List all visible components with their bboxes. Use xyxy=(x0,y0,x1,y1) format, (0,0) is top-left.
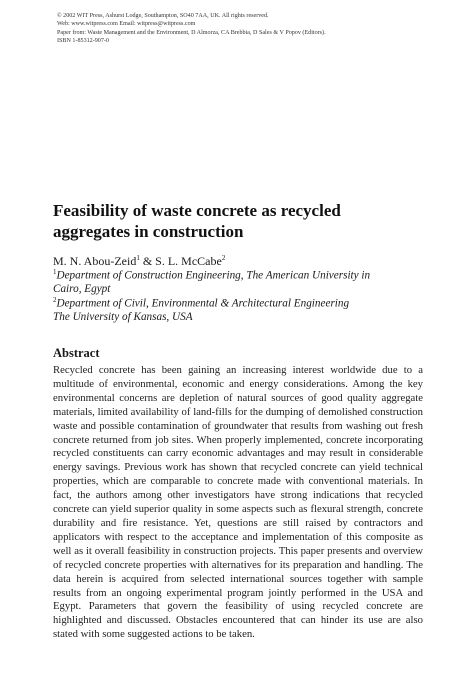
copyright-line: © 2002 WIT Press, Ashurst Lodge, Southampton, SO40 7AA, UK. All rights reserved. xyxy=(57,13,269,19)
isbn-line: ISBN 1-85312-907-0 xyxy=(57,38,109,45)
abstract-body: Recycled concrete has been gaining an increasing interest worldwide due to a multitude of environmental, economic and energy considerations. Among the key environmental concerns are depletion of natural sources of good quality aggregate materials, limited availability of land-fills for the dumping of demolished construction waste and possible contamination of groundwater that results from washing out fresh concrete returned from job sites. When properly implemented, concrete incorporating recycled constituents can carry economic advantages and may result in considerable energy savings. Previous work has shown that recycled concrete can yield technical properties, which are comparable to concrete made with conventional materials. In fact, the authors among other investigators have strong indications that recycled concrete can yield superior quality in some aspects such as flexural strength, concrete durability and fire resistance. Yet, questions are still raised by contractors and applicators with respect to the acceptance and implementation of this composite as well as it overall feasibility in construction projects. This paper presents and overview of recycled concrete properties with alternatives for its preparation and handling. The data herein is acquired from selected international sources together with sample results from an ongoing experimental program jointly performed in the USA and Egypt. Parameters that govern the feasibility of using recycled concrete are highlighted and discussed. Obstacles encountered that can hinder its use are also stated with some suggested actions to be taken. xyxy=(53,364,423,641)
author-2: S. L. McCabe xyxy=(155,254,222,268)
author-separator: & xyxy=(139,254,156,268)
abstract-heading: Abstract xyxy=(53,346,100,360)
author-1: M. N. Abou-Zeid xyxy=(53,254,137,268)
title-line-2: aggregates in construction xyxy=(53,222,244,241)
paper-title xyxy=(53,200,383,242)
title-line-1: Feasibility of waste concrete as recycled xyxy=(53,201,341,220)
affiliation-2 xyxy=(53,294,433,325)
author-2-mark: 2 xyxy=(221,254,226,262)
affiliation-1-line-1: Department of Construction Engineering, The American University in xyxy=(56,269,371,282)
affiliation-2-line-2: The University of Kansas, USA xyxy=(53,311,193,324)
affiliation-1-mark: 1 xyxy=(53,268,57,276)
web-email-line: Web: www.witpress.com Email: witpress@witpress.com xyxy=(57,21,196,28)
affiliation-1-line-2: Cairo, Egypt xyxy=(53,283,111,296)
affiliation-2-mark: 2 xyxy=(53,296,57,304)
author-1-mark: 1 xyxy=(136,254,140,262)
copyright-header xyxy=(57,12,437,46)
source-line: Paper from: Waste Management and the Environment, D Almorza, CA Brebbia, D Sales & V Popov (Editors). xyxy=(57,29,326,36)
affiliation-2-line-1: Department of Civil, Environmental & Architectural Engineering xyxy=(56,297,350,310)
affiliation-1 xyxy=(53,266,433,297)
